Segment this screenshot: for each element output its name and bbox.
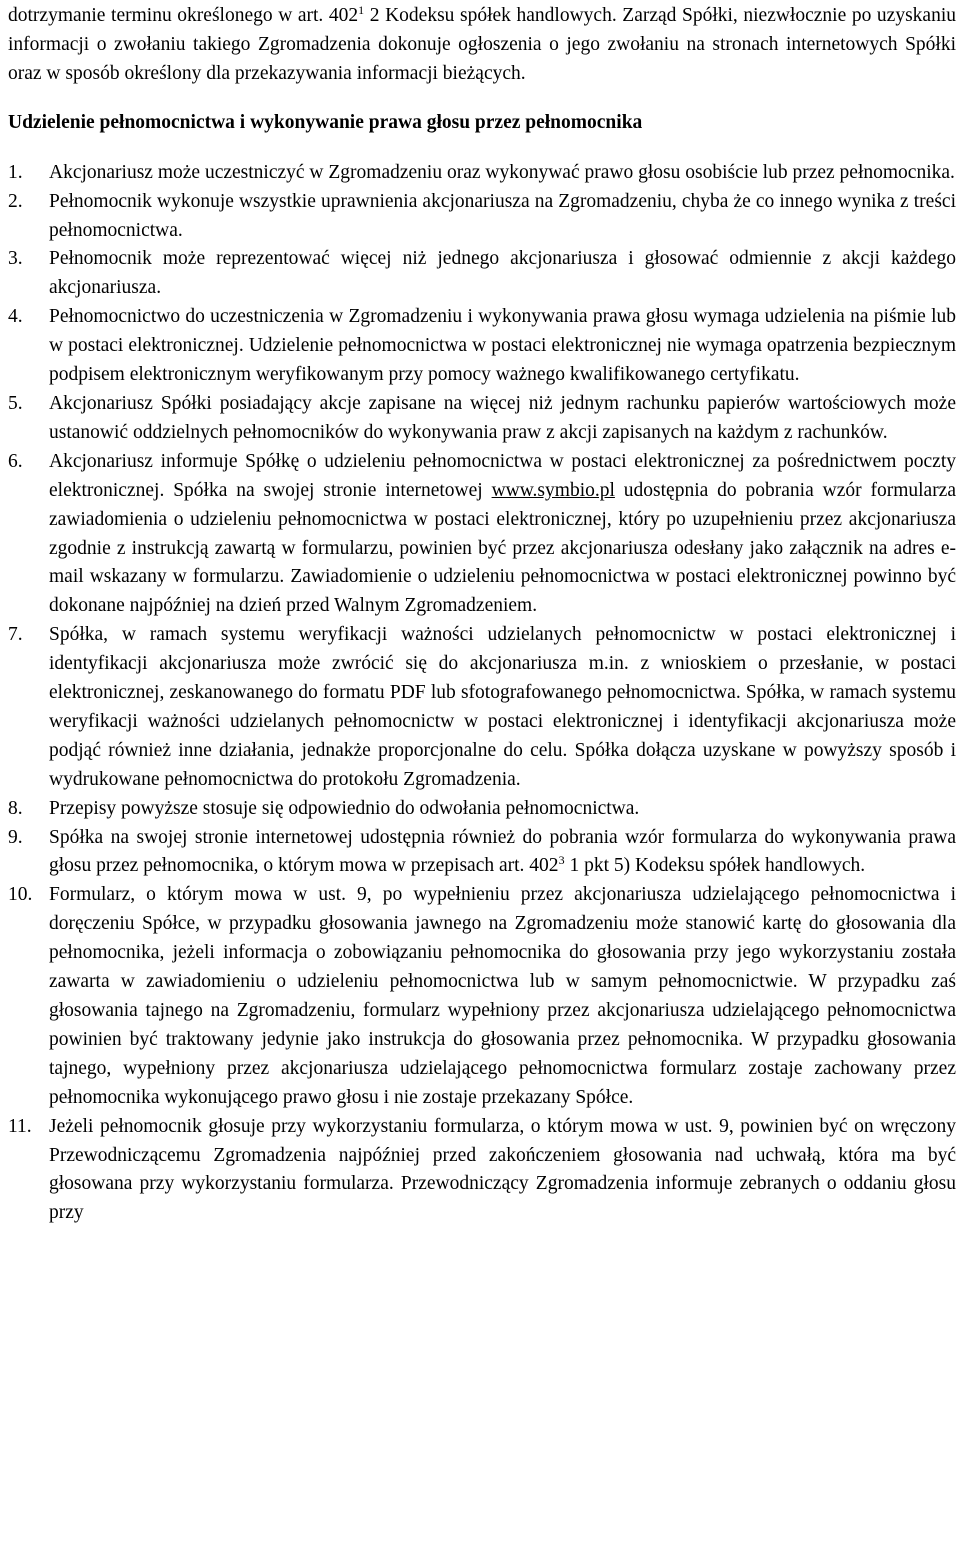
item-number: 7. <box>8 624 23 646</box>
item-text-end: 1 pkt 5) Kodeksu spółek handlowych. <box>564 855 866 877</box>
item-number: 2. <box>8 190 23 212</box>
item-text: Pełnomocnictwo do uczestniczenia w Zgromadzeniu i wykonywania prawa głosu wymaga udzielenia na piśmie lub w postaci elektronicznej. Udzielenie pełnomocnictwa w postaci elektronicznej nie wymaga opatrzenia bezpiecznym podpisem elektronicznym weryfikowanym przy pomocy ważnego kwalifikowanego certyfikatu. <box>49 306 956 386</box>
intro-paragraph <box>8 2 956 89</box>
item-text: Pełnomocnik może reprezentować więcej niż jednego akcjonariusza i głosować odmiennie z akcji każdego akcjonariusza. <box>49 248 956 299</box>
item-superscript: 3 <box>558 853 565 868</box>
intro-text-end: 2 Kodeksu spółek handlowych. Zarząd Spółki, niezwłocznie po uzyskaniu informacji o zwołaniu takiego Zgromadzenia dokonuje ogłoszenia o jego zwołaniu na stronach internetowych Spółki oraz w sposób określony dla przekazywania informacji bieżących. <box>8 5 956 84</box>
item-number: 5. <box>8 392 23 414</box>
item-text: Jeżeli pełnomocnik głosuje przy wykorzystaniu formularza, o którym mowa w ust. 9, powinien być on wręczony Przewodniczącemu Zgromadzenia najpóźniej przed zakończeniem głosowania nad uchwałą, która ma być głosowana przy wykorzystaniu formularza. Przewodniczący Zgromadzenia informuje zebranych o oddaniu głosu przy <box>49 1115 956 1224</box>
list-item <box>8 448 956 621</box>
item-number: 3. <box>8 248 23 270</box>
item-number: 6. <box>8 450 23 472</box>
website-link[interactable]: www.symbio.pl <box>491 479 615 501</box>
intro-text-start: dotrzymanie terminu określonego w art. 402 <box>8 5 359 26</box>
item-number: 10. <box>8 884 33 906</box>
list-item <box>8 159 956 188</box>
item-text: Akcjonariusz Spółki posiadający akcje zapisane na więcej niż jednym rachunku papierów wartościowych może ustanowić oddzielnych pełnomocników do wykonywania praw z akcji zapisanych na każdym z rachunków. <box>49 392 956 443</box>
item-number: 9. <box>8 826 23 848</box>
list-item <box>8 1113 956 1229</box>
item-text: Przepisy powyższe stosuje się odpowiednio do odwołania pełnomocnictwa. <box>49 797 640 819</box>
item-number: 1. <box>8 161 23 183</box>
item-text: Pełnomocnik wykonuje wszystkie uprawnienia akcjonariusza na Zgromadzeniu, chyba że co innego wynika z treści pełnomocnictwa. <box>49 190 956 241</box>
item-number: 11. <box>8 1115 32 1137</box>
item-text <box>49 448 956 621</box>
item-number: 8. <box>8 797 23 819</box>
item-text-after-link: udostępnia do pobrania wzór formularza zawiadomienia o udzieleniu pełnomocnictwa w postaci elektronicznej, który po uzupełnieniu przez akcjonariusza zgodnie z instrukcją zawartą w formularzu, powinien być przez akcjonariusza odesłany jako załącznik na adres e-mail wskazany w formularzu. Zawiadomienie o udzieleniu pełnomocnictwa w postaci elektronicznej powinno być dokonane najpóźniej na dzień przed Walnym Zgromadzeniem. <box>49 479 956 617</box>
item-text: Akcjonariusz może uczestniczyć w Zgromadzeniu oraz wykonywać prawo głosu osobiście lub przez pełnomocnika. <box>49 161 955 183</box>
item-text: Spółka, w ramach systemu weryfikacji ważności udzielanych pełnomocnictw w postaci elektronicznej i identyfikacji akcjonariusza może zwrócić się do akcjonariusza m.in. z wnioskiem o przesłanie, w postaci elektronicznej, zeskanowanego do formatu PDF lub sfotografowanego pełnomocnictwa. Spółka, w ramach systemu weryfikacji ważności udzielanych pełnomocnictw w postaci elektronicznej i identyfikacji akcjonariusza może podjąć również inne działania, jednakże proporcjonalne do celu. Spółka dołącza uzyskane w powyższy sposób i wydrukowane pełnomocnictwa do protokołu Zgromadzenia. <box>49 624 956 790</box>
intro-superscript: 1 <box>358 3 365 17</box>
section-heading: Udzielenie pełnomocnictwa i wykonywanie prawa głosu przez pełnomocnika <box>8 111 643 133</box>
list-item <box>8 881 956 1112</box>
item-text <box>49 824 956 882</box>
list-item <box>8 303 956 390</box>
item-text-before-link: Akcjonariusz informuje Spółkę o udzieleniu pełnomocnictwa w postaci elektronicznej za pośrednictwem poczty elektronicznej. Spółka na swojej stronie internetowej <box>49 450 956 501</box>
item-text: Formularz, o którym mowa w ust. 9, po wypełnieniu przez akcjonariusza udzielającego pełnomocnictwa i doręczeniu Spółce, w przypadku głosowania jawnego na Zgromadzeniu może stanowić kartę do głosowania dla pełnomocnika, jeżeli informacja o zobowiązaniu pełnomocnika do głosowania przy jego wykorzystaniu została zawarta w zawiadomieniu o udzieleniu pełnomocnictwa lub w samym pełnomocnictwie. W przypadku zaś głosowania tajnego na Zgromadzeniu, formularz wypełniony przez akcjonariusza udzielającego pełnomocnictwa powinien być traktowany jedynie jako instrukcja do głosowania przez pełnomocnika. W przypadku głosowania tajnego, wypełniony przez akcjonariusza udzielającego pełnomocnictwa formularz zostaje zachowany przez pełnomocnika wykonującego prawo głosu i nie zostaje przekazany Spółce. <box>49 884 956 1108</box>
list-item <box>8 795 956 824</box>
list-item <box>8 824 956 882</box>
list-item <box>8 188 956 246</box>
list-item <box>8 621 956 794</box>
list-item <box>8 390 956 448</box>
item-number: 4. <box>8 306 23 328</box>
list-item <box>8 245 956 303</box>
item-text-start: Spółka na swojej stronie internetowej udostępnia również do pobrania wzór formularza do wykonywania prawa głosu przez pełnomocnika, o którym mowa w przepisach art. 402 <box>49 826 956 877</box>
